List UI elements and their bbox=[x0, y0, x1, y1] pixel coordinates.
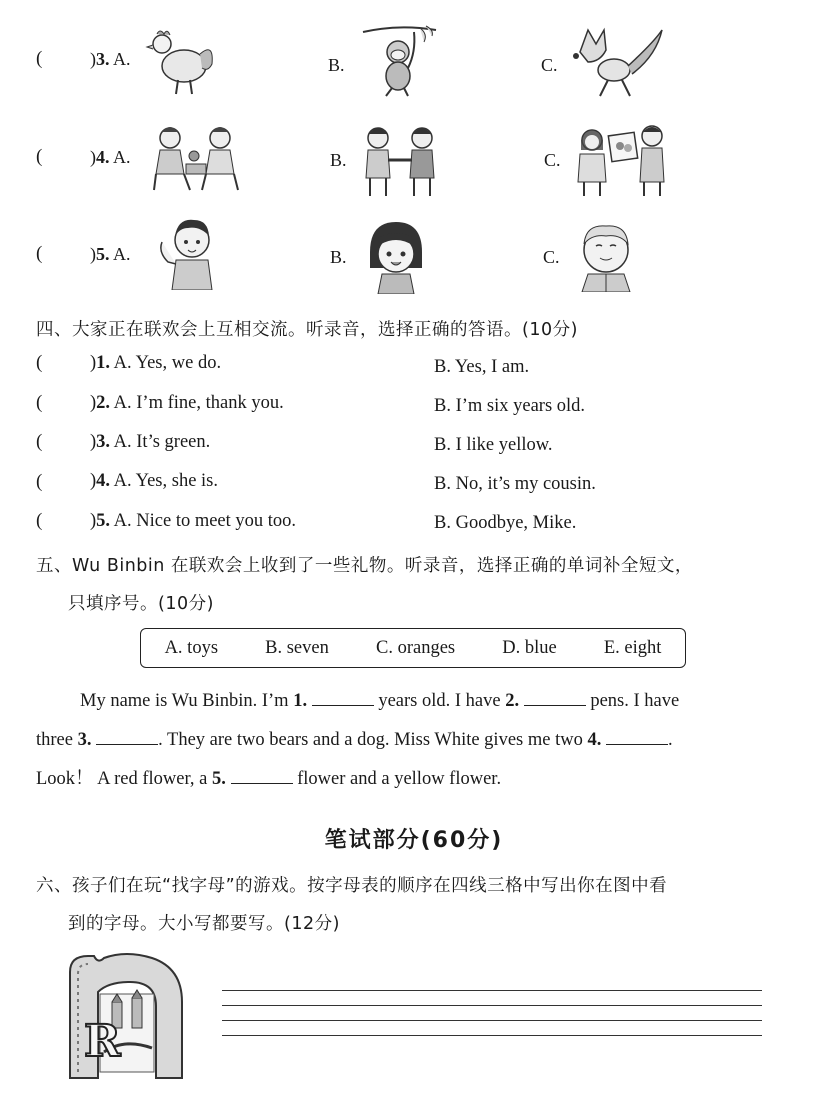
fox-icon[interactable] bbox=[570, 22, 666, 100]
word-option: A. toys bbox=[164, 637, 219, 658]
boy-waving-icon[interactable] bbox=[148, 212, 228, 290]
boys-handshake-icon[interactable] bbox=[360, 120, 440, 198]
passage-line-1: My name is Wu Binbin. I’m 1. years old. I have 2. pens. I have bbox=[80, 691, 680, 711]
section4-title: 四、大家正在联欢会上互相交流。听录音，选择正确的答语。(10分) bbox=[36, 320, 578, 340]
answer-paren-open: ( bbox=[36, 392, 43, 413]
option-a: )1. A. Yes, we do. bbox=[90, 353, 222, 373]
grid-line-3 bbox=[222, 1020, 762, 1021]
option-a: )3. A. It’s green. bbox=[90, 432, 211, 452]
option-a: )2. A. I’m fine, thank you. bbox=[90, 393, 284, 413]
option-c-label: C. bbox=[541, 55, 558, 75]
option-b: B. Goodbye, Mike. bbox=[434, 513, 577, 533]
blank-1[interactable] bbox=[312, 689, 374, 706]
answer-paren-open: ( bbox=[36, 471, 43, 492]
option-b: B. Yes, I am. bbox=[434, 357, 530, 377]
option-c-label: C. bbox=[544, 150, 561, 170]
blank-3[interactable] bbox=[96, 728, 158, 745]
section5-title-line1: 五、Wu Binbin 在联欢会上收到了一些礼物。听录音，选择正确的单词补全短文， bbox=[36, 556, 693, 576]
monkey-icon[interactable] bbox=[358, 22, 438, 100]
letter-r-picture bbox=[64, 952, 188, 1080]
grandpa-icon[interactable] bbox=[566, 214, 646, 292]
answer-paren-open: ( bbox=[36, 146, 43, 167]
option-b-label: B. bbox=[330, 150, 347, 170]
section6-title-line2: 到的字母。大小写都要写。(12分) bbox=[68, 914, 340, 934]
question-number: )4. A. bbox=[90, 147, 131, 167]
option-b: B. I like yellow. bbox=[434, 435, 553, 455]
option-a: )4. A. Yes, she is. bbox=[90, 471, 218, 491]
section6-title-line1: 六、孩子们在玩“找字母”的游戏。按字母表的顺序在四线三格中写出你在图中看 bbox=[36, 876, 668, 896]
answer-paren-open: ( bbox=[36, 510, 43, 531]
answer-paren-open: ( bbox=[36, 431, 43, 452]
word-option: B. seven bbox=[265, 637, 329, 658]
word-option: C. oranges bbox=[375, 637, 456, 658]
question-number: )5. A. bbox=[90, 244, 131, 264]
passage-line-2: three 3. . They are two bears and a dog. Miss White gives me two 4. . bbox=[36, 730, 673, 750]
option-a: )5. A. Nice to meet you too. bbox=[90, 511, 297, 531]
option-b: B. I’m six years old. bbox=[434, 396, 586, 416]
option-b-label: B. bbox=[330, 247, 347, 267]
grid-line-2 bbox=[222, 1005, 762, 1006]
answer-paren-open: ( bbox=[36, 352, 43, 373]
word-option: D. blue bbox=[502, 637, 557, 658]
passage bbox=[36, 682, 796, 799]
passage-line-3: Look！ A red flower, a 5. flower and a yellow flower. bbox=[36, 769, 502, 789]
option-b-label: B. bbox=[328, 55, 345, 75]
answer-paren-open: ( bbox=[36, 243, 43, 264]
rooster-icon[interactable] bbox=[142, 22, 222, 100]
word-bank bbox=[140, 628, 686, 668]
question-number: )3. A. bbox=[90, 49, 131, 69]
girl-showing-photo-icon[interactable] bbox=[574, 120, 670, 198]
blank-5[interactable] bbox=[231, 767, 293, 784]
girl-face-icon[interactable] bbox=[356, 216, 436, 294]
written-section-title: 笔试部分(60分) bbox=[324, 828, 504, 853]
grid-line-4 bbox=[222, 1035, 762, 1036]
option-b: B. No, it’s my cousin. bbox=[434, 474, 596, 494]
word-option: E. eight bbox=[603, 637, 662, 658]
grid-line-1 bbox=[222, 990, 762, 991]
answer-paren-open: ( bbox=[36, 48, 43, 69]
letter-r-glyph: R bbox=[84, 1016, 121, 1067]
option-c-label: C. bbox=[543, 247, 560, 267]
blank-4[interactable] bbox=[606, 728, 668, 745]
blank-2[interactable] bbox=[524, 689, 586, 706]
kids-playing-icon[interactable] bbox=[150, 120, 242, 198]
section5-title-line2: 只填序号。(10分) bbox=[68, 594, 214, 614]
